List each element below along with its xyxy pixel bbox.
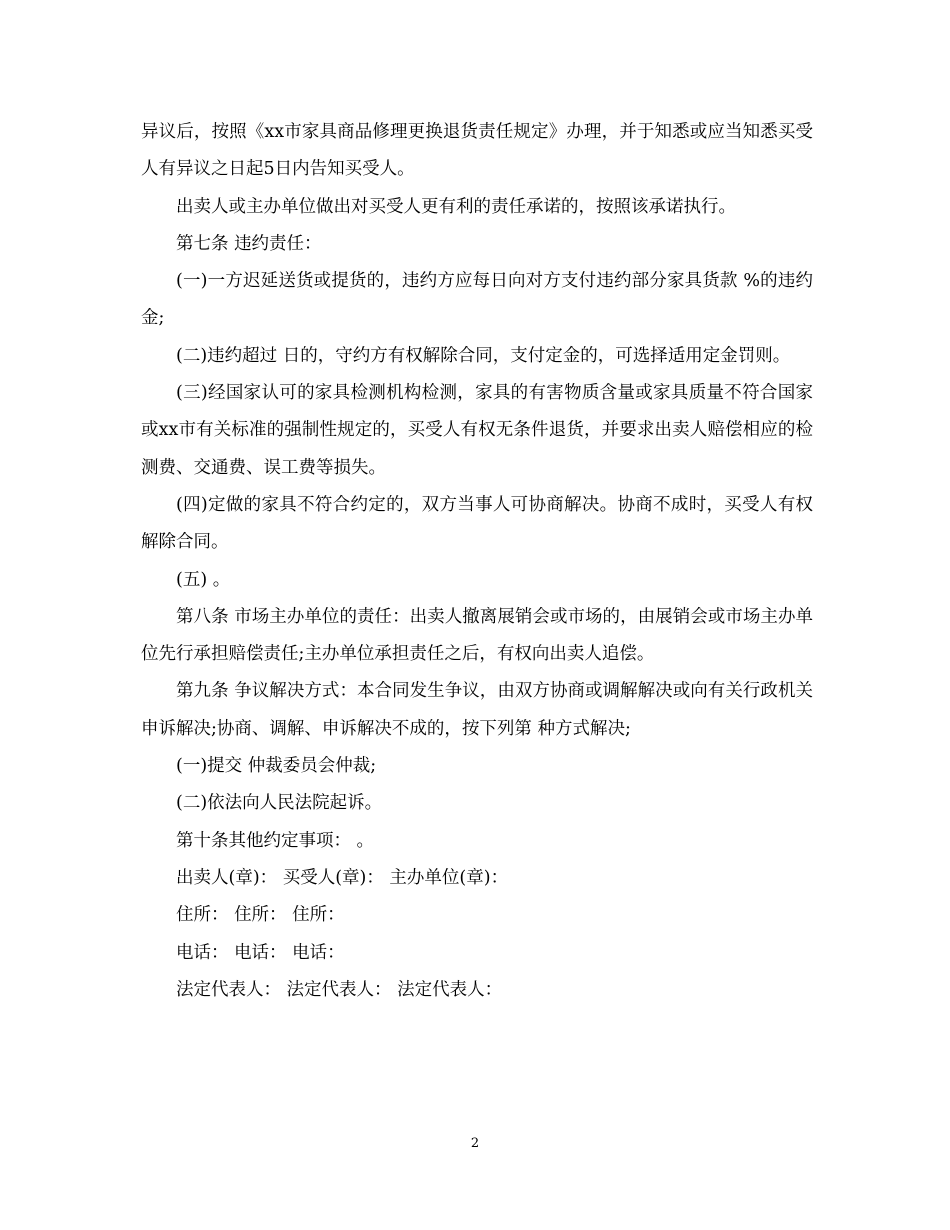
article-8: 第八条 市场主办单位的责任：出卖人撤离展销会或市场的，由展销会或市场主办单位先行承担赔偿责任;主办单位承担责任之后，有权向出卖人追偿。 bbox=[141, 606, 813, 665]
article-7-heading: 第七条 违约责任： bbox=[176, 233, 322, 254]
article-7-clause-1: (一)一方迟延送货或提货的，违约方应每日向对方支付违约部分家具货款 %的违约金; bbox=[141, 271, 813, 329]
page-number: 2 bbox=[470, 1136, 480, 1151]
article-9: 第九条 争议解决方式：本合同发生争议，由双方协商或调解解决或向有关行政机关申诉解决;协商、调解、申诉解决不成的，按下列第 种方式解决; bbox=[141, 681, 813, 739]
article-7-clause-2: (二)违约超过 日的，守约方有权解除合同，支付定金的，可选择适用定金罚则。 bbox=[176, 345, 791, 366]
address-line: 住所： 住所： 住所： bbox=[176, 905, 345, 926]
article-10: 第十条其他约定事项： 。 bbox=[176, 830, 375, 851]
article-9-option-2: (二)依法向人民法院起诉。 bbox=[176, 793, 383, 814]
article-9-option-1: (一)提交 仲裁委员会仲裁; bbox=[176, 756, 377, 777]
article-7-clause-4: (四)定做的家具不符合约定的，双方当事人可协商解决。协商不成时，买受人有权解除合同。 bbox=[141, 494, 813, 553]
paragraph-2: 出卖人或主办单位做出对买受人更有利的责任承诺的，按照该承诺执行。 bbox=[176, 196, 736, 217]
signature-seals-line: 出卖人(章)： 买受人(章)： 主办单位(章)： bbox=[176, 867, 509, 888]
legal-representative-line: 法定代表人： 法定代表人： 法定代表人： bbox=[176, 979, 503, 1000]
paragraph-1: 异议后，按照《xx市家具商品修理更换退货责任规定》办理，并于知悉或应当知悉买受人有异议之日起5日内告知买受人。 bbox=[141, 122, 813, 180]
phone-line: 电话： 电话： 电话： bbox=[176, 942, 345, 963]
article-7-clause-5: (五) 。 bbox=[176, 569, 231, 590]
document-body bbox=[141, 114, 813, 1009]
article-7-clause-3: (三)经国家认可的家具检测机构检测，家具的有害物质含量或家具质量不符合国家或xx市有关标准的强制性规定的，买受人有权无条件退货，并要求出卖人赔偿相应的检测费、交通费、误工费等损失。 bbox=[141, 383, 813, 478]
